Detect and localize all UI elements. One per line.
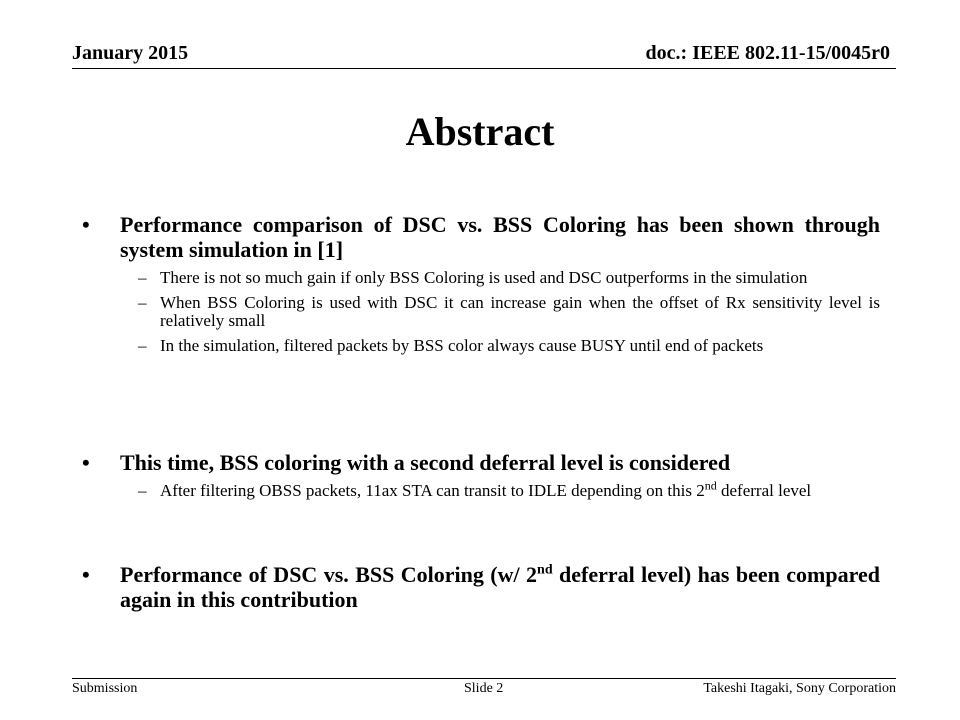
dash-icon: –: [138, 481, 147, 500]
bullet-3-text-post: deferral level) has been compared again in this contribution: [120, 562, 880, 612]
footer-author: Takeshi Itagaki, Sony Corporation: [703, 681, 896, 696]
footer-submission: Submission: [72, 681, 138, 696]
sub-bullet-text: When BSS Coloring is used with DSC it can increase gain when the offset of Rx sensitivity level is relatively small: [160, 293, 880, 330]
slide-title: Abstract: [405, 109, 555, 154]
superscript: nd: [537, 562, 553, 578]
sub-bullet: [80, 337, 880, 355]
dash-icon: –: [138, 336, 147, 355]
bullet-group-3: [80, 562, 880, 612]
bullet-2: [80, 450, 880, 475]
bullet-group-1: [80, 212, 880, 355]
bullet-3-text-pre: Performance of DSC vs. BSS Coloring (w/ 2: [120, 562, 538, 587]
sub-bullet: [80, 294, 880, 330]
footer-slide-number: Slide 2: [464, 681, 504, 696]
footer-divider: [72, 678, 896, 679]
dash-icon: –: [138, 268, 147, 287]
bullet-2-text: This time, BSS coloring with a second deferral level is considered: [120, 450, 731, 475]
sub-bullet: [80, 478, 880, 500]
header-doc-number: doc.: IEEE 802.11-15/0045r0: [645, 42, 890, 64]
bullet-dot-icon: •: [82, 562, 90, 587]
sub-bullet: [80, 269, 880, 287]
bullet-dot-icon: •: [82, 212, 90, 237]
header-date: January 2015: [72, 42, 189, 64]
sub-bullet-text: There is not so much gain if only BSS Coloring is used and DSC outperforms in the simulation: [160, 268, 808, 287]
bullet-1-text: Performance comparison of DSC vs. BSS Coloring has been shown through system simulation in [1]: [120, 212, 880, 262]
sub-bullet-text-post: deferral level: [716, 481, 812, 500]
sub-bullet-text-pre: After filtering OBSS packets, 11ax STA can transit to IDLE depending on this 2: [160, 481, 705, 500]
bullet-dot-icon: •: [82, 450, 90, 475]
bullet-group-2: [80, 450, 880, 500]
header-divider: [72, 68, 896, 69]
bullet-3: [80, 562, 880, 612]
sub-bullet-text: In the simulation, filtered packets by BSS color always cause BUSY until end of packets: [160, 336, 764, 355]
dash-icon: –: [138, 293, 147, 312]
superscript: nd: [704, 478, 717, 493]
bullet-1: [80, 212, 880, 262]
